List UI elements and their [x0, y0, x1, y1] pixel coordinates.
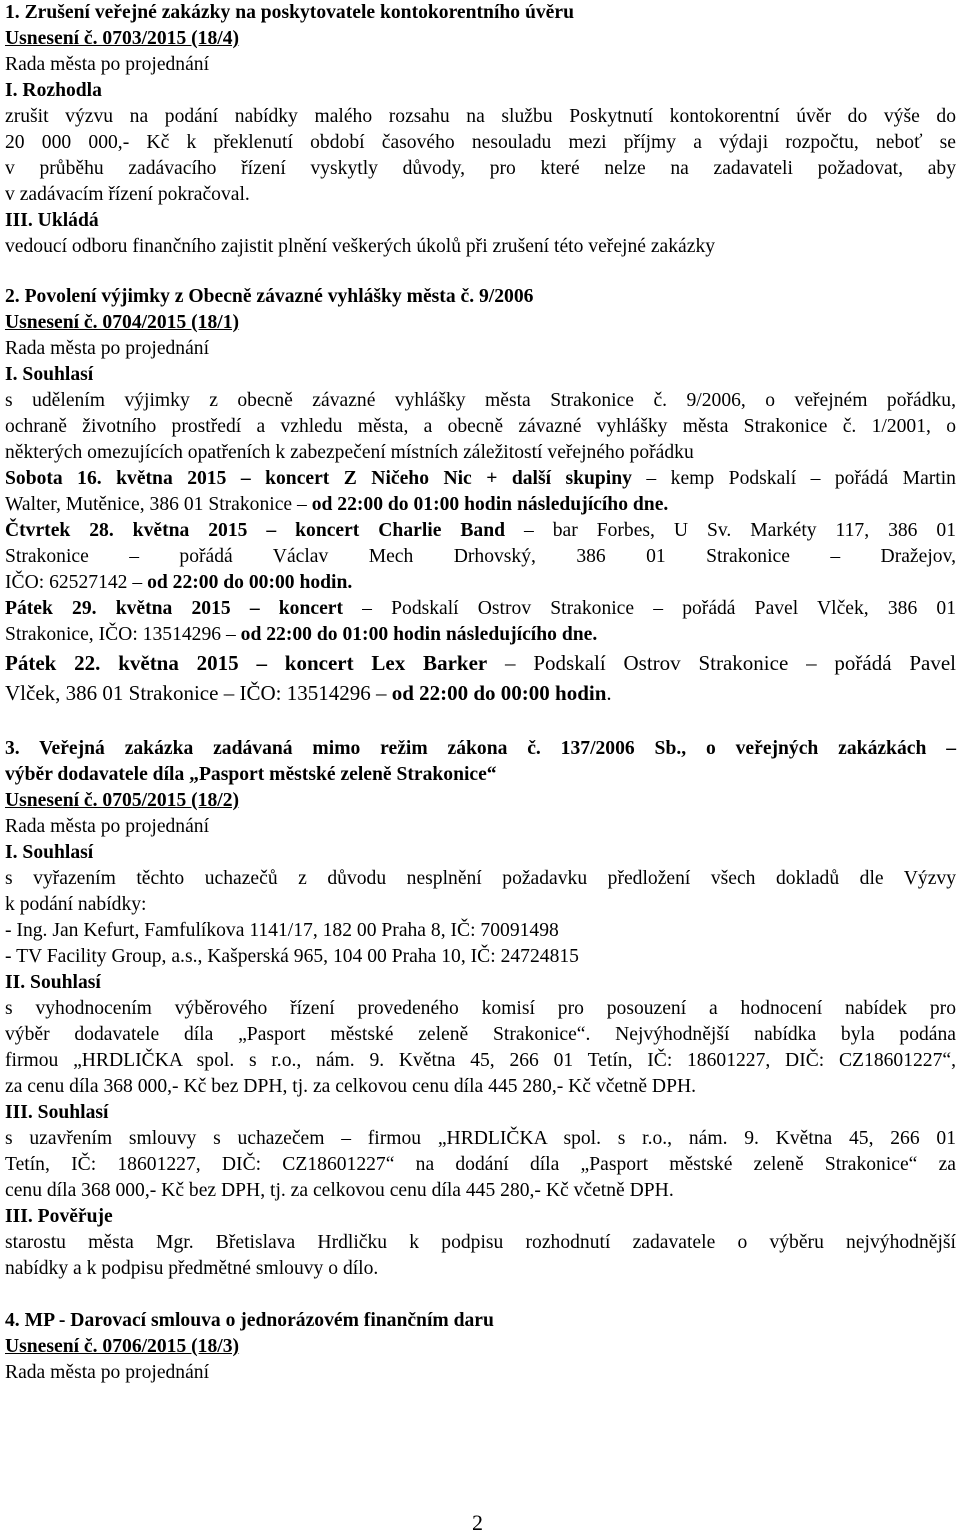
page-number: 2 [472, 1510, 483, 1535]
section-3-title-cont: výběr dodavatele díla „Pasport městské zeleně Strakonice“ [5, 764, 497, 785]
list-item: - TV Facility Group, a.s., Kašperská 965, 104 00 Praha 10, IČ: 24724815 [5, 946, 579, 967]
text-line: cenu díla 368 000,- Kč bez DPH, tj. za celkovou cenu díla 445 280,- Kč včetně DPH. [5, 1180, 674, 1201]
document-page [5, 0, 956, 1386]
heading-souhlasi: I. Souhlasí [5, 364, 94, 385]
section-3 [5, 736, 956, 1282]
resolution-number: Usnesení č. 0705/2015 (18/2) [5, 790, 240, 811]
heading-souhlasi: I. Souhlasí [5, 842, 94, 863]
text-line: s vyhodnocením výběrového řízení provedeného komisí pro posouzení a hodnocení nabídek pro [5, 998, 956, 1019]
section-2 [5, 284, 956, 708]
council-line: Rada města po projednání [5, 1362, 210, 1383]
resolution-number: Usnesení č. 0706/2015 (18/3) [5, 1336, 240, 1357]
list-item: - Ing. Jan Kefurt, Famfulíkova 1141/17, 182 00 Praha 8, IČ: 70091498 [5, 920, 559, 941]
event-line: IČO: 62527142 – od 22:00 do 00:00 hodin. [5, 572, 353, 593]
section-1-title: 1. Zrušení veřejné zakázky na poskytovatele kontokorentního úvěru [5, 2, 574, 23]
heading-souhlasi-2: II. Souhlasí [5, 972, 101, 993]
section-1 [5, 0, 956, 260]
text-line: starostu města Mgr. Břetislava Hrdličku k podpisu rozhodnutí zadavatele o výběru nejvýhodnější [5, 1232, 956, 1253]
event-line: Pátek 29. května 2015 – koncert – Podskalí Ostrov Strakonice – pořádá Pavel Vlček, 386 01 [5, 598, 957, 619]
text-line: v průběhu zadávacího řízení vyskytly důvody, pro které nelze na zadavateli požadovat, aby [5, 158, 956, 179]
council-line: Rada města po projednání [5, 54, 210, 75]
text-line: za cenu díla 368 000,- Kč bez DPH, tj. za celkovou cenu díla 445 280,- Kč včetně DPH. [5, 1076, 697, 1097]
event-line: Vlček, 386 01 Strakonice – IČO: 13514296 – od 22:00 do 00:00 hodin. [5, 681, 612, 705]
text-line: Tetín, IČ: 18601227, DIČ: CZ18601227“ na dodání díla „Pasport městské zeleně Strakonice“ za [5, 1154, 956, 1175]
heading-souhlasi-3: III. Souhlasí [5, 1102, 109, 1123]
text-line: s vyřazením těchto uchazečů z důvodu nesplnění požadavku předložení všech dokladů dle Výzvy [5, 868, 956, 889]
text-line: firmou „HRDLIČKA spol. s r.o., nám. 9. Května 45, 266 01 Tetín, IČ: 18601227, DIČ: CZ18601227“, [5, 1050, 956, 1071]
event-line: Strakonice, IČO: 13514296 – od 22:00 do 01:00 hodin následujícího dne. [5, 624, 598, 645]
section-4 [5, 1308, 956, 1386]
council-line: Rada města po projednání [5, 338, 210, 359]
text-line: výběr dodavatele díla „Pasport městské zeleně Strakonice“. Nejvýhodnější nabídka byla podána [5, 1024, 956, 1045]
event-line: Strakonice – pořádá Václav Mech Drhovský, 386 01 Strakonice – Dražejov, [5, 546, 956, 567]
text-line: v zadávacím řízení pokračoval. [5, 184, 250, 205]
event-line: Pátek 22. května 2015 – koncert Lex Barker – Podskalí Ostrov Strakonice – pořádá Pavel [5, 651, 956, 675]
event-line: Walter, Mutěnice, 386 01 Strakonice – od 22:00 do 01:00 hodin následujícího dne. [5, 494, 669, 515]
resolution-number: Usnesení č. 0704/2015 (18/1) [5, 312, 240, 333]
text-line: vedoucí odboru finančního zajistit plnění veškerých úkolů při zrušení této veřejné zakázky [5, 236, 716, 257]
text-line: s udělením výjimky z obecně závazné vyhlášky města Strakonice č. 9/2006, o veřejném pořádku, [5, 390, 956, 411]
heading-poveruje: III. Pověřuje [5, 1206, 113, 1227]
section-2-title: 2. Povolení výjimky z Obecně závazné vyhlášky města č. 9/2006 [5, 286, 534, 307]
heading-rozhodla: I. Rozhodla [5, 80, 102, 101]
text-line: ochraně životního prostředí a vzhledu města, a obecně závazné vyhlášky města Strakonice č. 1/2001, o [5, 416, 956, 437]
text-line: některých omezujících opatřeních k zabezpečení místních záležitostí veřejného pořádku [5, 442, 694, 463]
council-line: Rada města po projednání [5, 816, 210, 837]
resolution-number: Usnesení č. 0703/2015 (18/4) [5, 28, 240, 49]
text-line: nabídky a k podpisu předmětné smlouvy o dílo. [5, 1258, 379, 1279]
section-3-title: 3. Veřejná zakázka zadávaná mimo režim zákona č. 137/2006 Sb., o veřejných zakázkách – [5, 738, 956, 759]
text-line: s uzavřením smlouvy s uchazečem – firmou „HRDLIČKA spol. s r.o., nám. 9. Května 45, 266 01 [5, 1128, 956, 1149]
event-line: Sobota 16. května 2015 – koncert Z Ničeho Nic + další skupiny – kemp Podskalí – pořádá Martin [5, 468, 956, 489]
section-4-title: 4. MP - Darovací smlouva o jednorázovém finančním daru [5, 1310, 494, 1331]
heading-uklada: III. Ukládá [5, 210, 99, 231]
event-line: Čtvrtek 28. května 2015 – koncert Charlie Band – bar Forbes, U Sv. Markéty 117, 386 01 [5, 520, 957, 541]
text-line: zrušit výzvu na podání nabídky malého rozsahu na službu Poskytnutí kontokorentní úvěr do výše do [5, 106, 956, 127]
text-line: k podání nabídky: [5, 894, 147, 915]
text-line: 20 000 000,- Kč k překlenutí období časového nesouladu mezi příjmy a výdaji rozpočtu, neboť se [5, 132, 956, 153]
